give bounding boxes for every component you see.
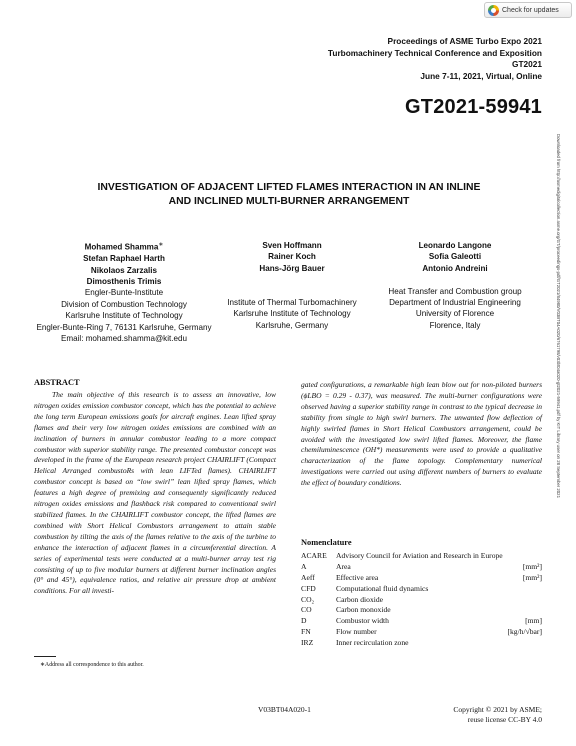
copyright-notice xyxy=(453,705,542,725)
author-column-kit-ebi xyxy=(18,240,230,344)
nomenclature-unit: [mm] xyxy=(525,616,542,626)
abstract-text-left: The main objective of this research is to assess an innovative, low nitrogen oxides emission combustor concept, which has the potential to achieve the long term European emissions goals for aircraft engines. Lean lifted spray flames and their very low nitrogen oxides emissions are combined with an inclination of burners in annular combustor leading to a more compact combustor with superior stability range. The presented combustor concept was developed in the frame of the European research project CHAIRLIFT (Compact Helical Arranged combustoRs with lean LIFTed flames). CHAIRLIFT combustor concept is based on “low swirl” lean lifted spray flames, which features a high degree of premixing and consequently significantly reduced nitrogen oxides emissions and flashback risk compared to conventional swirl stabilized flames. In the CHAIRLIFT combustor concept, the lifted flames are combined with Short Helical Combustors arrangement to attain stable combustion by tilting the axis of the flames relative to the axis of the turbine to enhance the interaction of adjacent flames in a circumferential direction. A series of experimental tests were conducted at a multi-burner array test rig consisting of up to five modular burners at different burner inclination angles (0° and 45°), equivalence ratios, and relative air pressure drop at ambient conditions. For all investi- xyxy=(34,390,276,596)
nomenclature-row xyxy=(301,595,542,606)
nomenclature-row xyxy=(301,562,542,573)
corresponding-author-marker: ∗ xyxy=(158,242,164,248)
title-line: INVESTIGATION OF ADJACENT LIFTED FLAMES INTERACTION IN AN INLINE xyxy=(97,182,481,193)
footnote-rule xyxy=(34,656,56,657)
author-column-kit-its xyxy=(210,240,374,331)
check-for-updates-label: Check for updates xyxy=(502,6,559,14)
nomenclature-definition: Advisory Council for Aviation and Research in Europe xyxy=(336,551,503,560)
nomenclature-symbol: ACARE xyxy=(301,551,327,560)
nomenclature-definition: Computational fluid dynamics xyxy=(336,583,429,593)
nomenclature-symbol: CFD xyxy=(301,583,316,593)
affiliation-line: Heat Transfer and Combustion group xyxy=(388,286,522,296)
affiliation-line: Karlsruhe Institute of Technology xyxy=(65,311,183,321)
download-sidebar-note xyxy=(553,134,563,694)
paper-number: GT2021-59941 xyxy=(405,96,542,118)
affiliation-line: Institute of Thermal Turbomachinery xyxy=(227,298,357,308)
nomenclature-definition: Carbon monoxide xyxy=(336,605,391,615)
affiliation-line: Engler-Bunte-Ring 7, 76131 Karlsruhe, Germany xyxy=(36,322,212,332)
nomenclature-symbol: Aeff xyxy=(301,572,315,582)
author-column-florence xyxy=(362,240,548,331)
affiliation-line: Department of Industrial Engineering xyxy=(389,298,521,308)
author-name: Rainer Koch xyxy=(268,252,316,262)
author-name: Sven Hoffmann xyxy=(262,241,322,250)
affiliation-line: Karlsruhe Institute of Technology xyxy=(233,309,351,319)
author-name: Hans-Jörg Bauer xyxy=(259,263,325,273)
nomenclature-definition: Carbon dioxide xyxy=(336,594,384,604)
affiliation-line: Florence, Italy xyxy=(429,320,481,330)
paper-title xyxy=(44,181,534,209)
conference-line: June 7-11, 2021, Virtual, Online xyxy=(420,70,542,81)
abstract-text-right: gated configurations, a remarkable high lean blow out for non-piloted burners (ϕLBO = 0.29 - 0.37), was measured. The multi-burner configurations were observed having a superior stability range in contrast to the typical decrease in stability from single to high swirl burners. The unwanted flow deflection of highly swirled flames in Short Helical Combustors arrangement, could be avoided with the investigated low swirl lifted flames. Moreover, the flame chemiluminescence (OH*) measurements were used to provide a qualitative characterization of the flame topology. Complementary numerical investigations were carried out using different numbers of burners to evaluate the effect of boundary conditions. xyxy=(301,380,542,488)
crossmark-icon xyxy=(488,5,499,16)
nomenclature-symbol: A xyxy=(301,561,307,571)
nomenclature-symbol: D xyxy=(301,616,307,626)
nomenclature-definition: Effective area xyxy=(336,572,379,582)
title-line: AND INCLINED MULTI-BURNER ARRANGEMENT xyxy=(168,196,410,207)
affiliation-line: Engler-Bunte-Institute xyxy=(84,288,164,298)
nomenclature-unit: [mm²] xyxy=(522,561,542,571)
nomenclature-heading: Nomenclature xyxy=(301,538,352,547)
nomenclature-definition: Inner recirculation zone xyxy=(336,638,409,648)
footnote: ∗Address all correspondence to this author. xyxy=(40,662,144,668)
nomenclature-definition: Combustor width xyxy=(336,616,389,626)
nomenclature-definition: Flow number xyxy=(336,627,377,637)
conference-line: Turbomachinery Technical Conference and Exposition xyxy=(327,47,542,58)
nomenclature-row xyxy=(301,551,542,562)
author-email: Email: mohamed.shamma@kit.edu xyxy=(60,333,188,343)
abstract-heading: ABSTRACT xyxy=(34,378,80,387)
license-line: reuse license CC-BY 4.0 xyxy=(467,715,542,724)
author-name: Antonio Andreini xyxy=(422,263,488,273)
author-name: Dimosthenis Trimis xyxy=(86,276,162,286)
nomenclature-definition: Area xyxy=(336,561,351,571)
nomenclature-unit: [mm²] xyxy=(522,572,542,582)
nomenclature-row xyxy=(301,638,542,649)
check-for-updates-button[interactable] xyxy=(484,2,572,18)
conference-line: Proceedings of ASME Turbo Expo 2021 xyxy=(387,36,542,46)
nomenclature-symbol: CO xyxy=(301,605,312,615)
nomenclature-symbol: IRZ xyxy=(301,638,314,648)
nomenclature-row xyxy=(301,573,542,584)
nomenclature-unit: [kg/h/√bar] xyxy=(507,627,542,637)
nomenclature-row xyxy=(301,584,542,595)
author-name: Nikolaos Zarzalis xyxy=(90,265,158,275)
affiliation-line: Division of Combustion Technology xyxy=(61,299,187,309)
copyright-line: Copyright © 2021 by ASME; xyxy=(453,705,542,714)
nomenclature-symbol: CO₂ xyxy=(301,594,315,604)
nomenclature-list xyxy=(301,551,542,649)
nomenclature-row xyxy=(301,627,542,638)
conference-line: GT2021 xyxy=(512,59,542,70)
author-name: Leonardo Langone xyxy=(418,241,492,250)
page-identifier: V03BT04A020-1 xyxy=(258,705,311,714)
author-name: Sofia Galeotti xyxy=(428,252,482,262)
nomenclature-symbol: FN xyxy=(301,627,311,637)
nomenclature-row xyxy=(301,616,542,627)
conference-header xyxy=(328,36,542,82)
affiliation-line: University of Florence xyxy=(415,309,495,319)
author-name: Mohamed Shamma∗ xyxy=(84,242,164,252)
nomenclature-row xyxy=(301,605,542,616)
affiliation-line: Karlsruhe, Germany xyxy=(255,320,329,330)
download-note-text: Downloaded from http://asmedigitalcollection.asme.org/GT/proceedings-pdf/GT2021/84980/V03BT04A020/6761798/v03bt04a020-gt2021-59941.pdf by KIT Library user on 28 September 2021 xyxy=(556,134,561,498)
author-name: Stefan Raphael Harth xyxy=(83,254,165,264)
